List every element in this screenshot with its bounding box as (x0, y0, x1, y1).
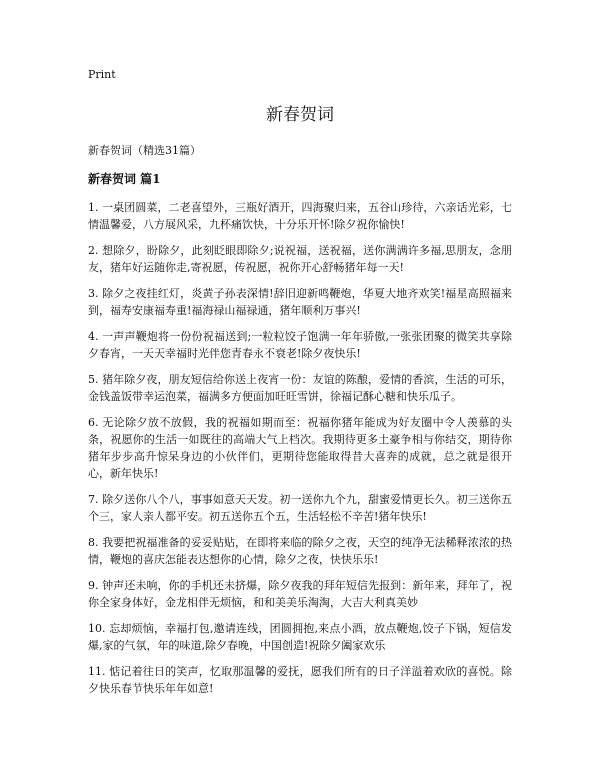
paragraph: 3. 除夕之夜挂红灯，炎黄子孙表深情!辞旧迎新鸣鞭炮，华夏大地齐欢笑!福星高照福来到，福寿安康福寿重!福海禄山福禄通，猪年顺利万事兴! (88, 287, 512, 317)
paragraph: 9. 钟声还未响，你的手机还未挤爆，除夕夜我的拜年短信先报到：新年来，拜年了，祝你全家身体好，金龙相伴无烦恼，和和美美乐淘淘，大吉大利真美妙 (88, 579, 512, 609)
paragraph: 5. 猪年除夕夜，朋友短信给你送上夜宵一份：友谊的陈酿，爱情的香滨，生活的可乐，金钱盖饭带幸运泡菜，福满多方便面加旺旺雪饼，徐福记酥心糖和快乐瓜子。 (88, 373, 512, 403)
page-title: 新春贺词 (266, 105, 334, 125)
print-link[interactable]: Print (88, 68, 116, 81)
paragraph: 11. 惦记着往日的笑声，忆取那温馨的爱抚，愿我们所有的日子洋溢着欢欣的喜悦。除夕快乐春节快乐年年如意! (88, 665, 512, 695)
paragraph: 7. 除夕送你八个八，事事如意天天发。初一送你九个九，甜蜜爱情更长久。初三送你五个三，家人亲人都平安。初五送你五个五，生活轻松不辛苦!猪年快乐! (88, 493, 512, 523)
paragraph: 6. 无论除夕放不放假，我的祝福如期而至：祝福你猪年能成为好友圈中令人羡慕的头条，祝愿你的生活一如既往的高端大气上档次。我期待更多土豪争相与你结交，期待你猪年步步高升惊呆身边的小伙伴们，更期待您能取得昔大喜奔的成就，总之就是很开心，新年快乐! (88, 416, 512, 480)
paragraph: 10. 忘却烦恼，幸福打包,邀请连线，团圆拥抱,来点小酒，放点鞭炮,饺子下锅，短信发爆,家的气氛，年的味道,除夕春晚，中国创造!祝除夕阖家欢乐 (88, 622, 512, 652)
paragraph-list (88, 199, 512, 697)
paragraph: 2. 想除夕，盼除夕，此刻眨眼即除夕;说祝福，送祝福，送你满满许多福,思朋友，念朋友，猪年好运随你走,寄祝愿，传祝愿，祝你开心舒畅猪年每一天! (88, 244, 512, 274)
document-subtitle: 新春贺词（精选31篇） (88, 144, 201, 157)
section-title: 新春贺词 篇1 (88, 172, 161, 186)
paragraph: 8. 我要把祝福准备的妥妥贴贴，在即将来临的除夕之夜，天空的纯净无法稀释浓浓的热情，鞭炮的喜庆怎能表达想你的心情，除夕之夜，快快乐乐! (88, 536, 512, 566)
paragraph: 4. 一声声鞭炮将一份份祝福送到;一粒粒饺子饱满一年年骄傲,一张张团聚的微笑共享除夕春宵，一天天幸福时光伴您青春永不衰老!除夕夜快乐! (88, 330, 512, 360)
paragraph: 1. 一桌团圆菜，二老喜望外，三瓶好酒开，四海聚归来，五谷山珍待，六亲话光彩，七情温馨爱，八方展风采，九杯痛饮快，十分乐开怀!除夕祝你愉快! (88, 201, 512, 231)
